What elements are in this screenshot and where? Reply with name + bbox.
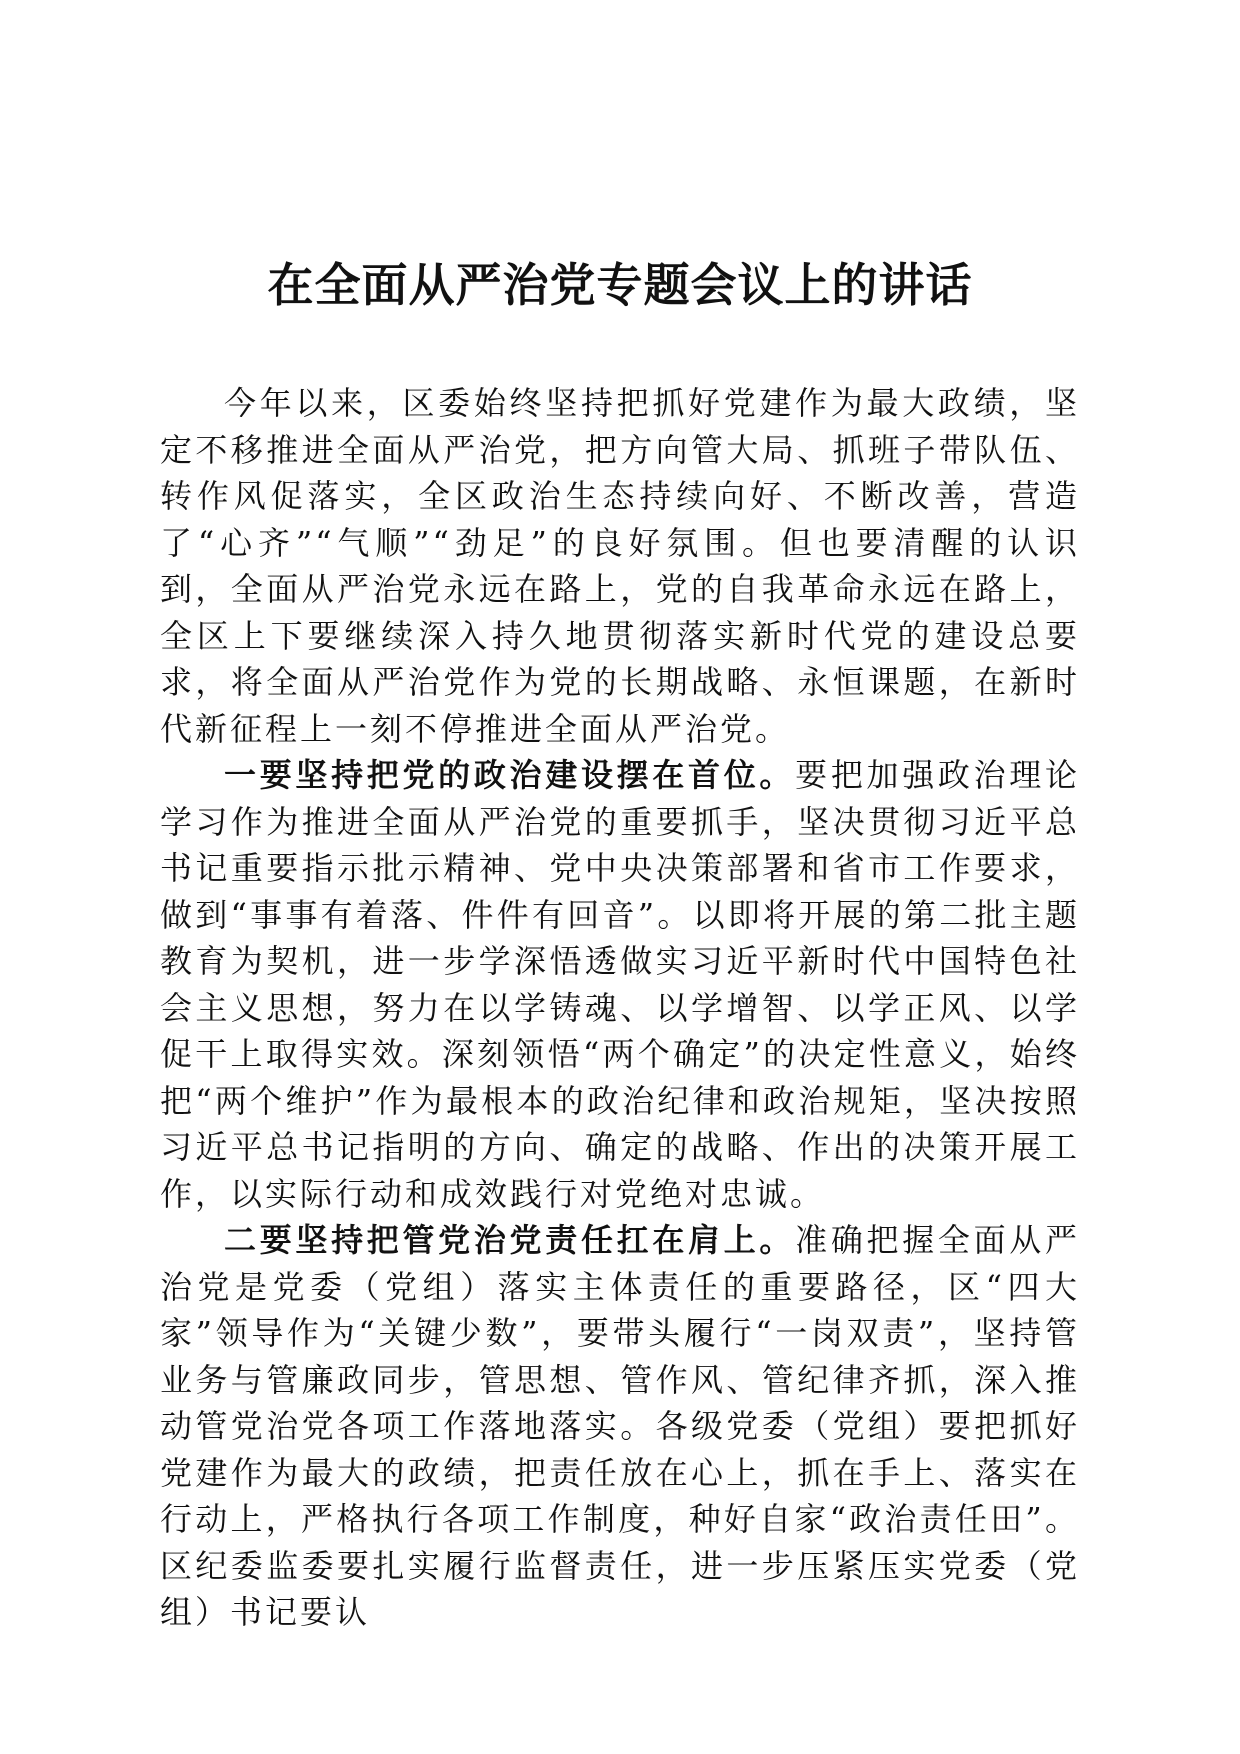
paragraph-lead: 二要坚持把管党治党责任扛在肩上。 [224, 1221, 796, 1259]
paragraph-intro [160, 380, 1080, 752]
paragraph-lead: 一要坚持把党的政治建设摆在首位。 [224, 756, 796, 794]
paragraph-text: 要把加强政治理论学习作为推进全面从严治党的重要抓手，坚决贯彻习近平总书记重要指示批示精神、党中央决策部署和省市工作要求，做到“事事有着落、件件有回音”。以即将开展的第二批主题教育为契机，进一步学深悟透做实习近平新时代中国特色社会主义思想，努力在以学铸魂、以学增智、以学正风、以学促干上取得实效。深刻领悟“两个确定”的决定性意义，始终把“两个维护”作为最根本的政治纪律和政治规矩，坚决按照习近平总书记指明的方向、确定的战略、作出的决策开展工作，以实际行动和成效践行对党绝对忠诚。 [160, 756, 1080, 1213]
paragraph-text: 准确把握全面从严治党是党委（党组）落实主体责任的重要路径，区“四大家”领导作为“关键少数”，要带头履行“一岗双责”，坚持管业务与管廉政同步，管思想、管作风、管纪律齐抓，深入推动管党治党各项工作落地落实。各级党委（党组）要把抓好党建作为最大的政绩，把责任放在心上，抓在手上、落实在行动上，严格执行各项工作制度，种好自家“政治责任田”。区纪委监委要扎实履行监督责任，进一步压紧压实党委（党组）书记要认 [160, 1221, 1080, 1631]
paragraph-point-1 [160, 752, 1080, 1217]
paragraph-point-2 [160, 1217, 1080, 1636]
document-title: 在全面从严治党专题会议上的讲话 [267, 258, 973, 312]
document-body [160, 380, 1080, 1636]
paragraph-text: 今年以来，区委始终坚持把抓好党建作为最大政绩，坚定不移推进全面从严治党，把方向管大局、抓班子带队伍、转作风促落实，全区政治生态持续向好、不断改善，营造了“心齐”“气顺”“劲足”的良好氛围。但也要清醒的认识到，全面从严治党永远在路上，党的自我革命永远在路上，全区上下要继续深入持久地贯彻落实新时代党的建设总要求，将全面从严治党作为党的长期战略、永恒课题，在新时代新征程上一刻不停推进全面从严治党。 [160, 384, 1080, 748]
